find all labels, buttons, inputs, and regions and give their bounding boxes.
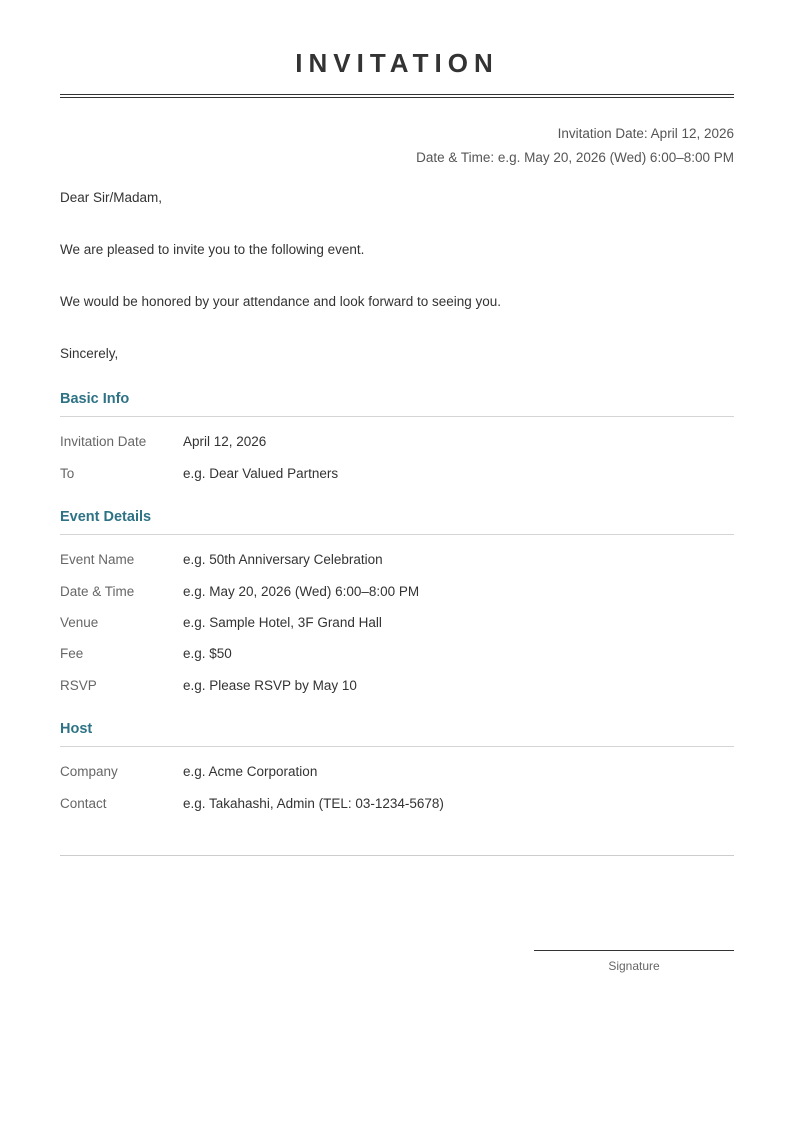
row-label: Fee	[60, 646, 84, 661]
body-paragraph-2: We would be honored by your attendance and look forward to seeing you.	[60, 294, 502, 309]
section-title-basic-info: Basic Info	[60, 391, 130, 407]
row-value: e.g. Acme Corporation	[183, 764, 318, 779]
section-title-host: Host	[60, 721, 93, 737]
row-label: Invitation Date	[60, 434, 147, 449]
invitation-date-line: Invitation Date: April 12, 2026	[557, 126, 734, 141]
footer-divider	[60, 855, 734, 856]
row-value: e.g. Takahashi, Admin (TEL: 03-1234-5678)	[183, 796, 444, 811]
date-time-line: Date & Time: e.g. May 20, 2026 (Wed) 6:00–8:00 PM	[416, 150, 734, 165]
closing: Sincerely,	[60, 346, 119, 361]
row-value: e.g. $50	[183, 646, 232, 661]
section-rule	[60, 416, 734, 417]
row-value: e.g. Dear Valued Partners	[183, 466, 339, 481]
row-label: Date & Time	[60, 584, 135, 599]
row-label: To	[60, 466, 75, 481]
row-value: e.g. May 20, 2026 (Wed) 6:00–8:00 PM	[183, 584, 420, 599]
row-label: Event Name	[60, 552, 135, 567]
section-title-event-details: Event Details	[60, 509, 152, 525]
greeting: Dear Sir/Madam,	[60, 190, 163, 205]
row-label: RSVP	[60, 678, 97, 693]
row-value: e.g. 50th Anniversary Celebration	[183, 552, 383, 567]
signature-line	[534, 950, 734, 951]
section-rule	[60, 746, 734, 747]
body-paragraph-1: We are pleased to invite you to the following event.	[60, 242, 365, 257]
row-label: Company	[60, 764, 118, 779]
row-label: Contact	[60, 796, 107, 811]
row-value: e.g. Please RSVP by May 10	[183, 678, 357, 693]
signature-label: Signature	[608, 959, 660, 973]
row-value: April 12, 2026	[183, 434, 267, 449]
title-double-rule	[60, 94, 734, 98]
row-label: Venue	[60, 615, 99, 630]
row-value: e.g. Sample Hotel, 3F Grand Hall	[183, 615, 382, 630]
document-title: INVITATION	[295, 48, 499, 78]
section-rule	[60, 534, 734, 535]
